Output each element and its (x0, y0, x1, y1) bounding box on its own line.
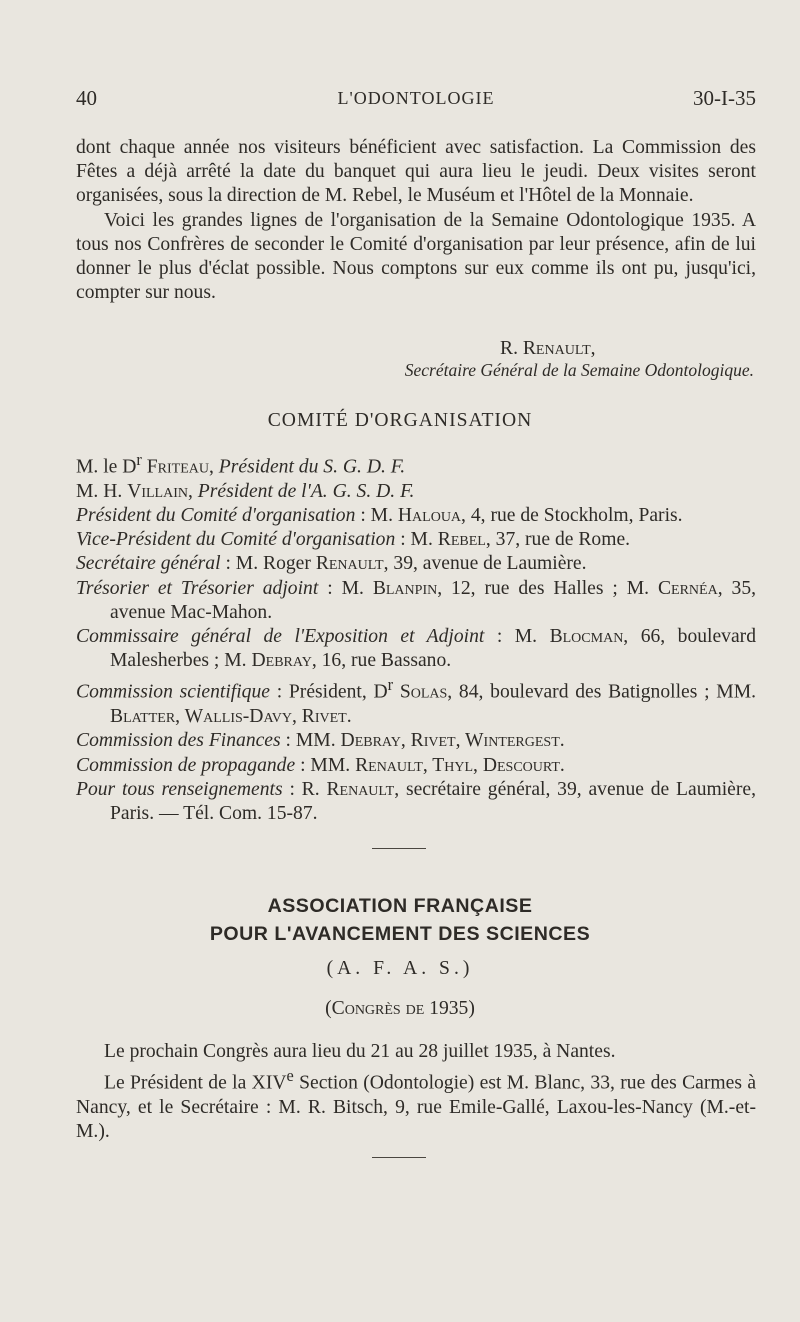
afas-abbreviation: (A. F. A. S.) (326, 958, 474, 979)
committee-entry: M. le $D^r$ Friteau, Président du S. G. D. F. (76, 450, 406, 478)
afas-congres-subtitle: (Congrès de 1935) (325, 998, 475, 1019)
afas-body (76, 1040, 756, 1144)
page-number: 40 (76, 86, 97, 110)
committee-entry: Pour tous renseignements : R. Renault, secrétaire général, 39, avenue de Laumière, Paris. — Tél. Com. 15-87. (76, 778, 756, 824)
committee-list (76, 448, 756, 826)
journal-title: L'ODONTOLOGIE (337, 88, 495, 108)
intro-paragraph-1: dont chaque année nos visiteurs bénéficient avec satisfaction. La Commission des Fêtes a déjà arrêté la date du banquet qui aura lieu le jeudi. Deux visites seront organisées, sous la direction de M. Rebel, le Muséum et l'Hôtel de la Monnaie. (76, 137, 756, 207)
signature-name: R. Renault, (500, 338, 596, 359)
comite-heading: COMITÉ D'ORGANISATION (267, 410, 533, 431)
intro-section (76, 136, 756, 305)
afas-heading-line-2: POUR L'AVANCEMENT DES SCIENCES (209, 923, 591, 945)
running-head (76, 86, 756, 116)
committee-entry: M. H. Villain, Président de l'A. G. S. D. F. (76, 480, 415, 502)
committee-entry: Commission de propagande : MM. Renault, Thyl, Descourt. (76, 754, 565, 776)
committee-entry: Vice-Président du Comité d'organisation : M. Rebel, 37, rue de Rome. (76, 529, 631, 551)
signature-title: Secrétaire Général de la Semaine Odontologique. (404, 360, 754, 380)
afas-paragraph-2: Le Président de la XIVe Section (Odontologie) est M. Blanc, 33, rue des Carmes à Nancy, et le Secrétaire : M. R. Bitsch, 9, rue Emile-Gallé, Laxou-les-Nancy (M.-et-M.). (76, 1066, 757, 1143)
committee-entry: Commission des Finances : MM. Debray, Rivet, Wintergest. (76, 730, 565, 752)
section-divider (372, 848, 426, 849)
afas-paragraph-1: Le prochain Congrès aura lieu du 21 au 28 juillet 1935, à Nantes. (104, 1041, 616, 1062)
intro-paragraph-2: Voici les grandes lignes de l'organisation de la Semaine Odontologique 1935. A tous nos Confrères de seconder le Comité d'organisation par leur présence, afin de lui donner le plus d'éclat possible. Nous comptons sur eux comme ils ont pu, jusqu'ici, compter sur nous. (76, 209, 756, 304)
afas-heading (0, 892, 800, 948)
committee-entry: Secrétaire général : M. Roger Renault, 39, avenue de Laumière. (76, 553, 587, 575)
committee-entry: Commission scientifique : Président, $D^r$ Solas, 84, boulevard des Batignolles ; MM. Blatter, Wallis-Davy, Rivet. (76, 675, 757, 728)
committee-entry: Trésorier et Trésorier adjoint : M. Blanpin, 12, rue des Halles ; M. Cernéa, 35, avenue Mac-Mahon. (76, 577, 757, 623)
committee-entry: Président du Comité d'organisation : M. Haloua, 4, rue de Stockholm, Paris. (76, 504, 683, 526)
committee-entry: Commissaire général de l'Exposition et Adjoint : M. Blocman, 66, boulevard Malesherbes ; M. Debray, 16, rue Bassano. (76, 625, 756, 672)
issue-date: 30-I-35 (693, 86, 756, 110)
afas-heading-line-1: ASSOCIATION FRANÇAISE (267, 895, 533, 917)
end-divider (372, 1157, 426, 1158)
